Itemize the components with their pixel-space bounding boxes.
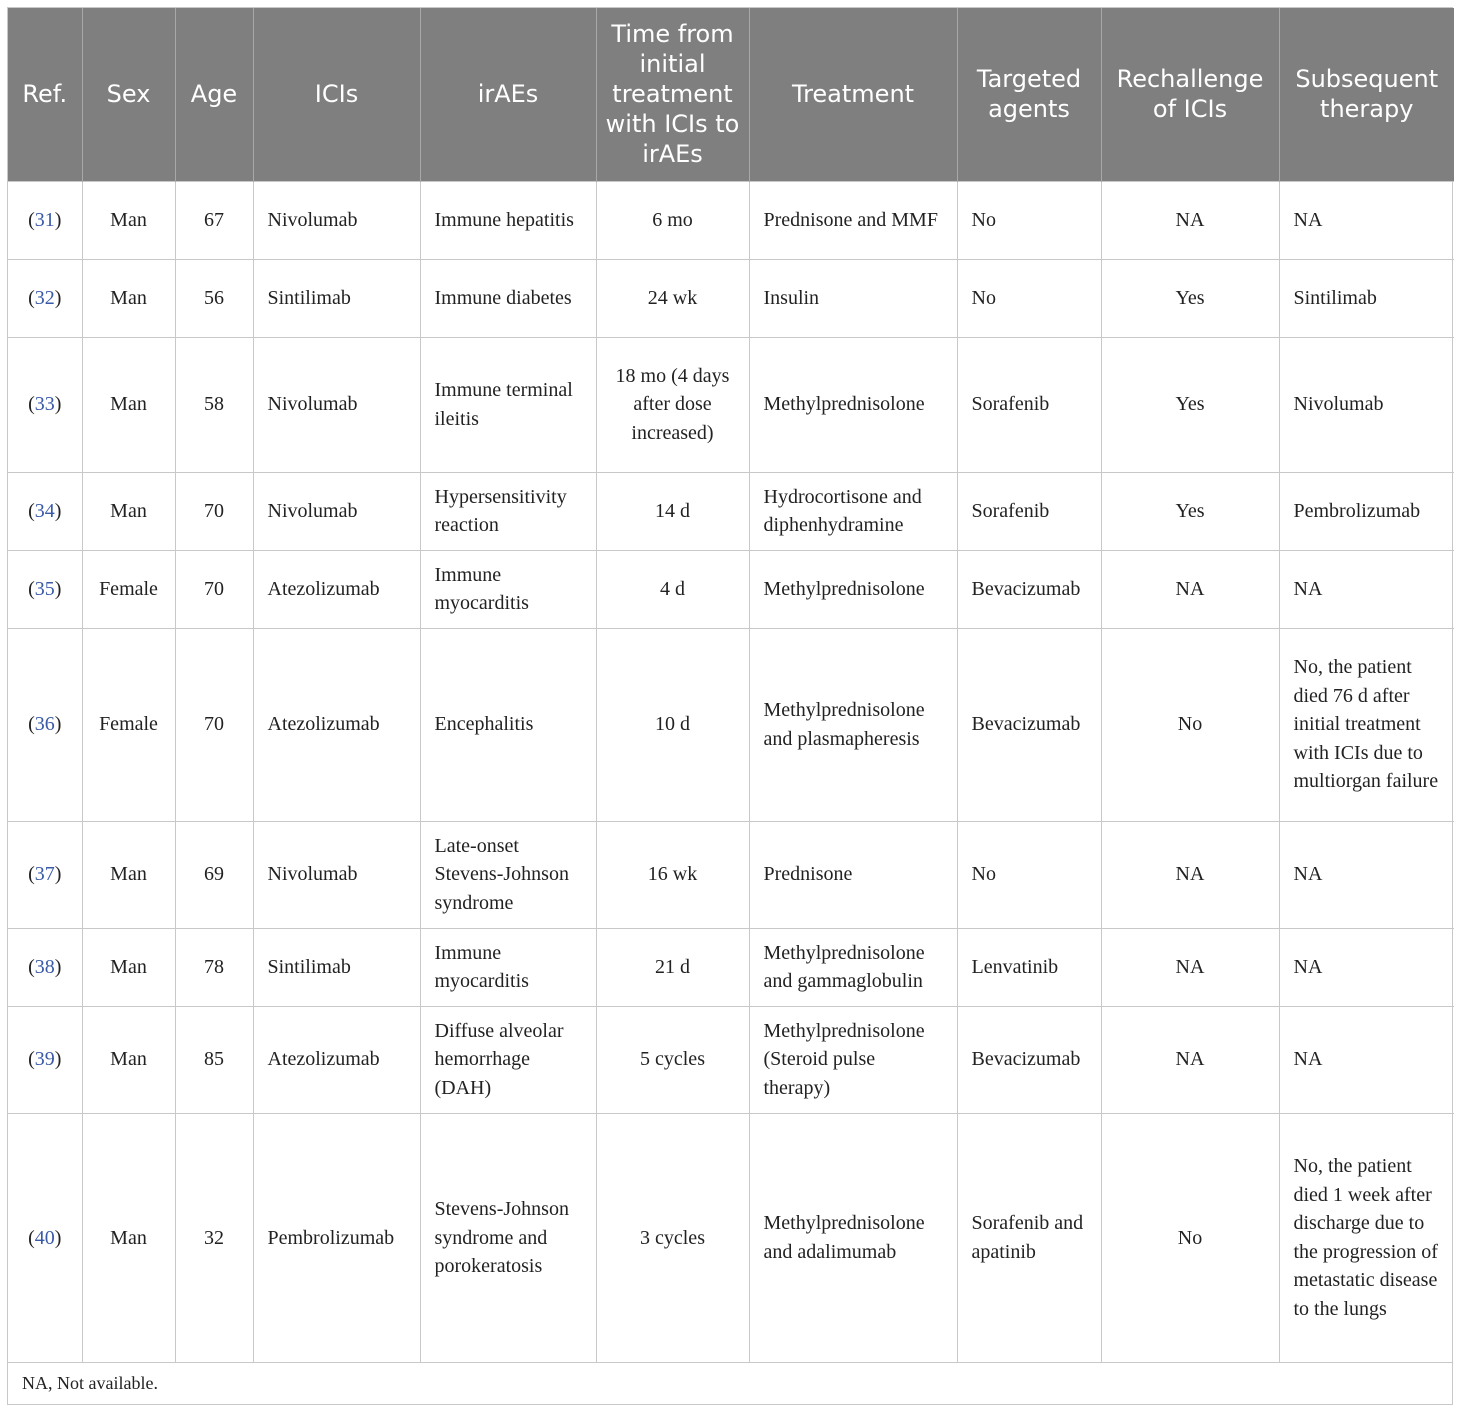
cell-time: 18 mo (4 days after dose increased) [596,337,749,472]
cell-treatment: Methylprednisolone and plasmapheresis [749,628,957,821]
cell-ref [8,259,82,337]
header-icis: ICIs [253,8,420,181]
ref-paren-close: ) [54,1226,62,1249]
reference-link[interactable]: 31 [34,208,55,231]
cell-age: 85 [175,1006,253,1113]
cell-time: 3 cycles [596,1113,749,1362]
header-age: Age [175,8,253,181]
cell-subsequent-therapy: NA [1279,928,1454,1006]
cell-time: 6 mo [596,181,749,259]
cell-treatment: Hydrocortisone and diphenhydramine [749,472,957,550]
cell-icis: Pembrolizumab [253,1113,420,1362]
table-row [8,472,1454,550]
ref-paren-close: ) [54,577,62,600]
cell-targeted-agents: Bevacizumab [957,550,1101,628]
cell-rechallenge: No [1101,1113,1279,1362]
cell-targeted-agents: No [957,181,1101,259]
cell-rechallenge: Yes [1101,259,1279,337]
cell-time: 4 d [596,550,749,628]
cell-icis: Sintilimab [253,928,420,1006]
cell-time: 16 wk [596,821,749,928]
reference-link[interactable]: 34 [34,499,55,522]
ref-paren-close: ) [54,393,62,416]
cell-sex: Man [82,928,175,1006]
ref-paren-close: ) [54,713,62,736]
cell-subsequent-therapy: No, the patient died 76 d after initial treatment with ICIs due to multiorgan failure [1279,628,1454,821]
cell-ref [8,628,82,821]
cell-age: 69 [175,821,253,928]
cell-ref [8,821,82,928]
cell-age: 70 [175,550,253,628]
header-row [8,8,1454,181]
ref-paren-open: ( [28,286,35,309]
reference-link[interactable]: 35 [34,577,55,600]
header-iraes: irAEs [420,8,596,181]
reference-link[interactable]: 39 [34,1048,55,1071]
cell-subsequent-therapy: NA [1279,1006,1454,1113]
header-sex: Sex [82,8,175,181]
cell-subsequent-therapy: NA [1279,550,1454,628]
reference-link[interactable]: 33 [34,393,55,416]
cell-icis: Nivolumab [253,337,420,472]
cell-age: 67 [175,181,253,259]
cell-treatment: Methylprednisolone and adalimumab [749,1113,957,1362]
cell-treatment: Methylprednisolone [749,337,957,472]
table-row [8,259,1454,337]
cell-rechallenge: NA [1101,928,1279,1006]
table-row [8,337,1454,472]
cell-treatment: Prednisone and MMF [749,181,957,259]
cell-age: 58 [175,337,253,472]
cell-ref [8,1006,82,1113]
cell-time: 5 cycles [596,1006,749,1113]
table-row [8,1113,1454,1362]
ref-paren-open: ( [28,1226,35,1249]
cell-ref [8,550,82,628]
table-row [8,628,1454,821]
ref-paren-open: ( [28,1048,35,1071]
reference-link[interactable]: 32 [34,286,55,309]
ref-paren-open: ( [28,577,35,600]
cell-time: 14 d [596,472,749,550]
cell-iraes: Late-onset Stevens-Johnson syndrome [420,821,596,928]
cell-sex: Man [82,1006,175,1113]
table-row [8,821,1454,928]
header-ref: Ref. [8,8,82,181]
reference-link[interactable]: 40 [34,1226,55,1249]
cell-sex: Female [82,628,175,821]
cell-targeted-agents: Bevacizumab [957,628,1101,821]
cell-treatment: Methylprednisolone [749,550,957,628]
cell-ref [8,928,82,1006]
cell-treatment: Prednisone [749,821,957,928]
cell-ref [8,1113,82,1362]
cell-sex: Female [82,550,175,628]
cell-subsequent-therapy: Pembrolizumab [1279,472,1454,550]
cell-age: 78 [175,928,253,1006]
cell-ref [8,181,82,259]
cell-sex: Man [82,181,175,259]
cell-treatment: Methylprednisolone (Steroid pulse therapy) [749,1006,957,1113]
cell-sex: Man [82,821,175,928]
cell-targeted-agents: No [957,821,1101,928]
cell-targeted-agents: Sorafenib and apatinib [957,1113,1101,1362]
cell-ref [8,337,82,472]
ref-paren-close: ) [54,499,62,522]
cell-rechallenge: Yes [1101,472,1279,550]
cell-iraes: Encephalitis [420,628,596,821]
cell-sex: Man [82,337,175,472]
cell-iraes: Hypersensitivity reaction [420,472,596,550]
cell-targeted-agents: No [957,259,1101,337]
cell-icis: Atezolizumab [253,1006,420,1113]
ref-paren-close: ) [54,286,62,309]
cell-iraes: Immune myocarditis [420,550,596,628]
table-footnote: NA, Not available. [8,1362,1452,1404]
cell-ref [8,472,82,550]
cell-targeted-agents: Sorafenib [957,472,1101,550]
cell-subsequent-therapy: NA [1279,821,1454,928]
cell-sex: Man [82,472,175,550]
cell-age: 32 [175,1113,253,1362]
ref-paren-close: ) [54,955,62,978]
cell-targeted-agents: Sorafenib [957,337,1101,472]
ref-paren-close: ) [54,863,62,886]
cell-sex: Man [82,259,175,337]
ref-paren-close: ) [54,1048,62,1071]
cell-rechallenge: NA [1101,821,1279,928]
cell-icis: Sintilimab [253,259,420,337]
header-treatment: Treatment [749,8,957,181]
cell-time: 21 d [596,928,749,1006]
ref-paren-open: ( [28,393,35,416]
reference-link[interactable]: 36 [34,713,55,736]
cell-subsequent-therapy: Sintilimab [1279,259,1454,337]
cell-rechallenge: No [1101,628,1279,821]
cell-subsequent-therapy: Nivolumab [1279,337,1454,472]
cell-subsequent-therapy: NA [1279,181,1454,259]
cell-iraes: Immune hepatitis [420,181,596,259]
cell-iraes: Immune diabetes [420,259,596,337]
cell-rechallenge: NA [1101,181,1279,259]
header-targeted-agents: Targeted agents [957,8,1101,181]
cell-iraes: Stevens-Johnson syndrome and porokeratosis [420,1113,596,1362]
cell-icis: Atezolizumab [253,628,420,821]
ref-paren-open: ( [28,863,35,886]
cell-sex: Man [82,1113,175,1362]
ref-paren-open: ( [28,955,35,978]
cell-icis: Nivolumab [253,181,420,259]
cell-iraes: Immune terminal ileitis [420,337,596,472]
cell-rechallenge: Yes [1101,337,1279,472]
cell-age: 70 [175,472,253,550]
cell-iraes: Immune myocarditis [420,928,596,1006]
cell-treatment: Insulin [749,259,957,337]
ref-paren-open: ( [28,713,35,736]
header-time: Time from initial treatment with ICIs to irAEs [596,8,749,181]
cell-icis: Atezolizumab [253,550,420,628]
cell-rechallenge: NA [1101,550,1279,628]
cell-time: 24 wk [596,259,749,337]
cell-iraes: Diffuse alveolar hemorrhage (DAH) [420,1006,596,1113]
data-table [8,8,1454,1362]
ref-paren-open: ( [28,208,35,231]
reference-link[interactable]: 38 [34,955,55,978]
cell-icis: Nivolumab [253,472,420,550]
cell-age: 70 [175,628,253,821]
data-table-container [7,7,1453,1405]
ref-paren-open: ( [28,499,35,522]
cell-time: 10 d [596,628,749,821]
ref-paren-close: ) [54,208,62,231]
header-rechallenge: Rechallenge of ICIs [1101,8,1279,181]
cell-rechallenge: NA [1101,1006,1279,1113]
cell-targeted-agents: Bevacizumab [957,1006,1101,1113]
table-row [8,928,1454,1006]
cell-subsequent-therapy: No, the patient died 1 week after discharge due to the progression of metastatic disease to the lungs [1279,1113,1454,1362]
cell-targeted-agents: Lenvatinib [957,928,1101,1006]
header-subsequent-therapy: Subsequent therapy [1279,8,1454,181]
cell-icis: Nivolumab [253,821,420,928]
cell-age: 56 [175,259,253,337]
table-row [8,181,1454,259]
table-row [8,550,1454,628]
reference-link[interactable]: 37 [34,863,55,886]
cell-treatment: Methylprednisolone and gammaglobulin [749,928,957,1006]
table-row [8,1006,1454,1113]
